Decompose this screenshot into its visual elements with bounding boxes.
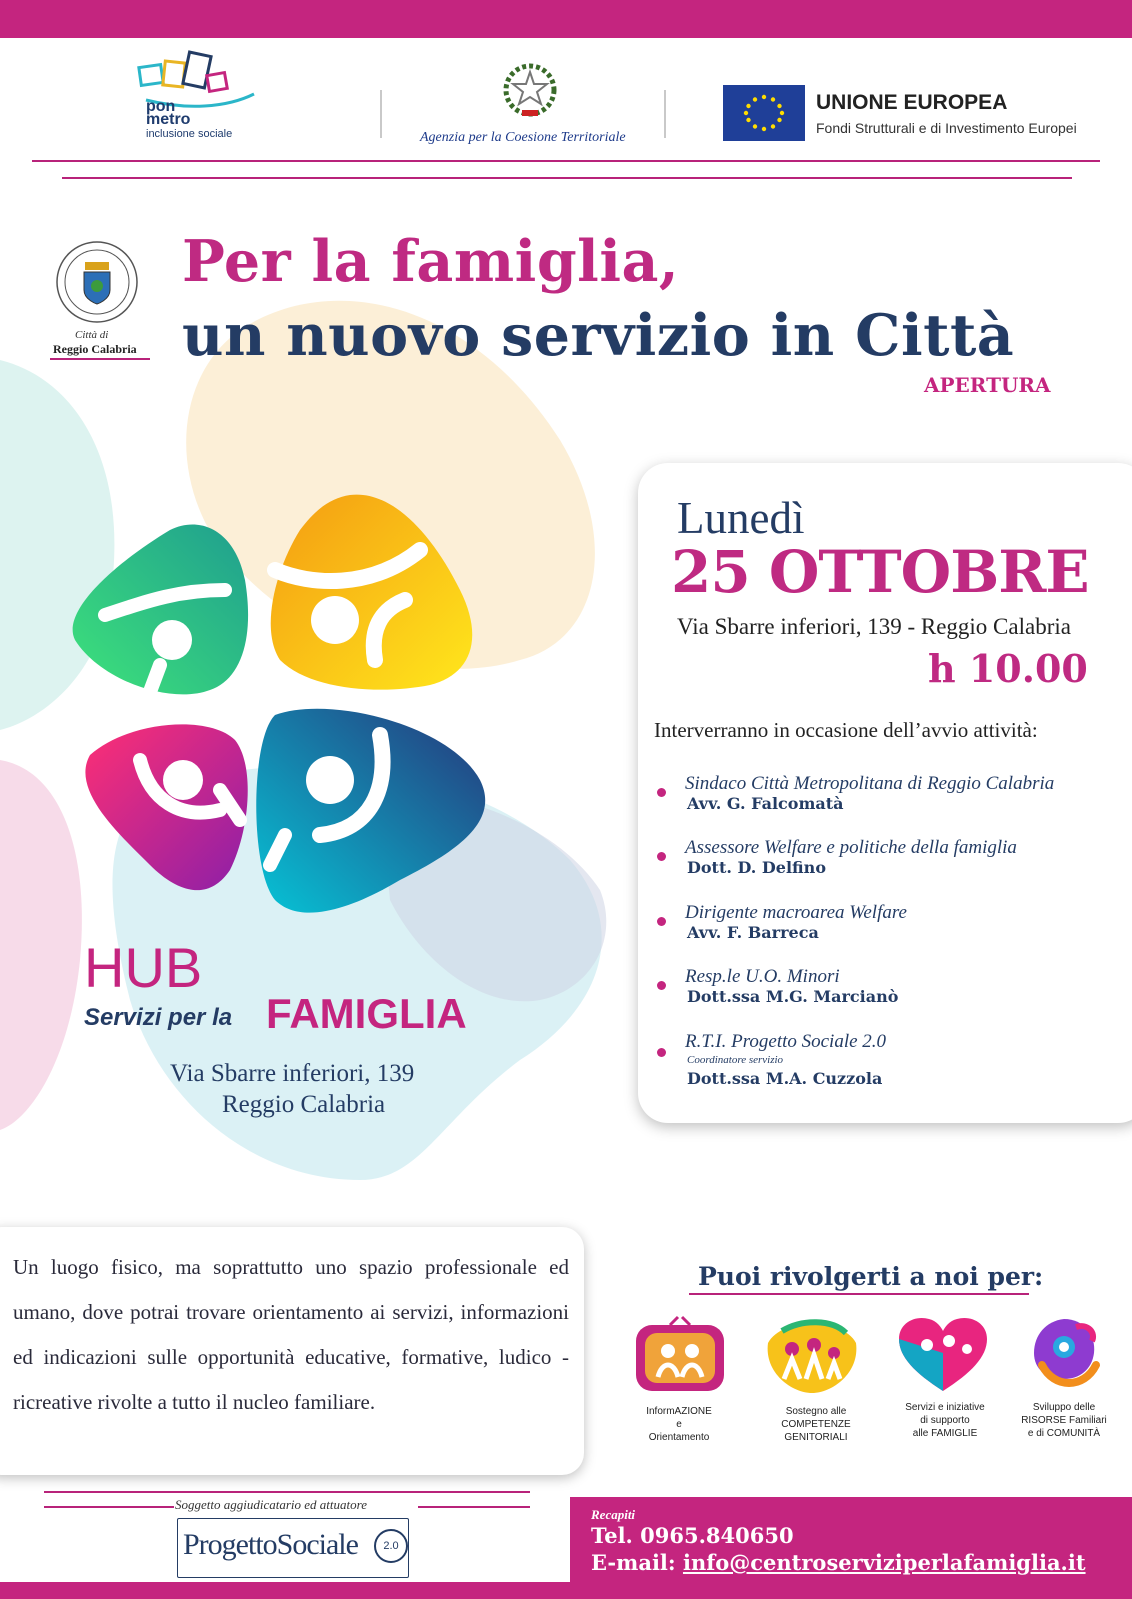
agenzia-coesione-text: Agenzia per la Coesione Territoriale (420, 130, 626, 145)
event-address: Via Sbarre inferiori, 139 - Reggio Calabria (677, 614, 1071, 639)
city-logo-line2: Reggio Calabria (53, 342, 137, 356)
bullet-icon (657, 852, 666, 861)
speaker-role: Dirigente macroarea Welfare (685, 902, 907, 923)
bullet-icon (657, 917, 666, 926)
speaker-role: Assessore Welfare e politiche della famiglia (685, 837, 1017, 858)
footer-rule (418, 1506, 530, 1508)
soggetto-label: Soggetto aggiudicatario ed attuatore (175, 1497, 367, 1512)
progetto-sociale-text: ProgettoSociale (183, 1528, 358, 1561)
footer-rule (44, 1491, 530, 1493)
community-icon (1024, 1313, 1104, 1395)
service-label: Servizi e iniziative di supporto alle FAMIGLIE (905, 1402, 985, 1439)
event-day: Lunedì (677, 493, 805, 543)
italian-emblem-icon (500, 62, 560, 120)
services-heading: Puoi rivolgerti a noi per: (698, 1262, 1044, 1291)
page-title-line2: un nuovo servizio in Città (182, 302, 1015, 369)
tv-family-icon (632, 1313, 728, 1395)
speaker-role: R.T.I. Progetto Sociale 2.0 (685, 1031, 887, 1052)
city-logo-rule (50, 358, 150, 360)
bullet-icon (657, 1048, 666, 1057)
hub-title: HUB (84, 936, 203, 999)
bullet-icon (657, 788, 666, 797)
hub-address-line1: Via Sbarre inferiori, 139 (170, 1060, 415, 1087)
service-label: Sviluppo delle RISORSE Familiari e di COMUNITÀ (1021, 1402, 1107, 1439)
services-heading-rule (689, 1293, 1029, 1295)
speakers-intro: Interverranno in occasione dell’avvio attività: (654, 718, 1038, 742)
header-divider (664, 90, 666, 138)
reggio-calabria-crest-icon (52, 238, 142, 326)
speaker-name: Dott.ssa M.A. Cuzzola (687, 1069, 883, 1088)
speaker-name: Dott. D. Delfino (687, 858, 826, 877)
hub-famiglia: FAMIGLIA (266, 990, 467, 1037)
hub-address-line2: Reggio Calabria (222, 1091, 386, 1118)
city-logo-line1: Città di (75, 329, 109, 341)
hub-family-emblem-icon (60, 490, 500, 950)
header-rule (32, 160, 1100, 162)
description-text: Un luogo fisico, ma soprattutto uno spazio professionale ed umano, dove potrai trovare orientamento ai servizi, informazioni ed indicazioni sulle opportunità educative, formative, ludico - ricreative rivolte a tutto il nucleo familiare. (13, 1255, 569, 1414)
eu-flag-icon (723, 85, 805, 141)
progetto-sociale-badge-icon: 2.0 (374, 1529, 408, 1563)
hub-subtitle: Servizi per la (84, 1004, 233, 1031)
speaker-note: Coordinatore servizio (687, 1054, 784, 1066)
speaker-name: Avv. G. Falcomatà (687, 794, 844, 813)
event-time: h 10.00 (928, 646, 1088, 691)
bullet-icon (657, 981, 666, 990)
speaker-name: Avv. F. Barreca (687, 923, 819, 942)
contacts-label: Recapiti (591, 1507, 636, 1522)
email-line (591, 1550, 1086, 1575)
opening-tag: APERTURA (924, 373, 1051, 397)
speaker-name: Dott.ssa M.G. Marcianò (687, 987, 899, 1006)
pon-logo-text: pon metro (146, 98, 191, 128)
service-label: InformAZIONE e Orientamento (646, 1406, 712, 1443)
header-rule (62, 177, 1072, 179)
page-title-line1: Per la famiglia, (182, 228, 680, 295)
speaker-role: Sindaco Città Metropolitana di Reggio Calabria (685, 773, 1055, 794)
header-divider (380, 90, 382, 138)
service-label: Sostegno alle COMPETENZE GENITORIALI (781, 1406, 851, 1443)
footer-rule (44, 1506, 174, 1508)
parents-children-icon (762, 1313, 862, 1395)
event-date: 25 OTTOBRE (671, 538, 1089, 606)
eu-title: UNIONE EUROPEA (816, 91, 1008, 114)
eu-subtitle: Fondi Strutturali e di Investimento Europei (816, 120, 1077, 136)
speaker-role: Resp.le U.O. Minori (685, 966, 840, 987)
heart-family-icon (895, 1313, 991, 1395)
email-link[interactable]: info@centroserviziperlafamiglia.it (682, 1550, 1086, 1575)
email-label: E-mail: (591, 1550, 676, 1575)
pon-logo-subtitle: inclusione sociale (146, 128, 233, 140)
phone-number[interactable]: Tel. 0965.840650 (591, 1523, 794, 1548)
